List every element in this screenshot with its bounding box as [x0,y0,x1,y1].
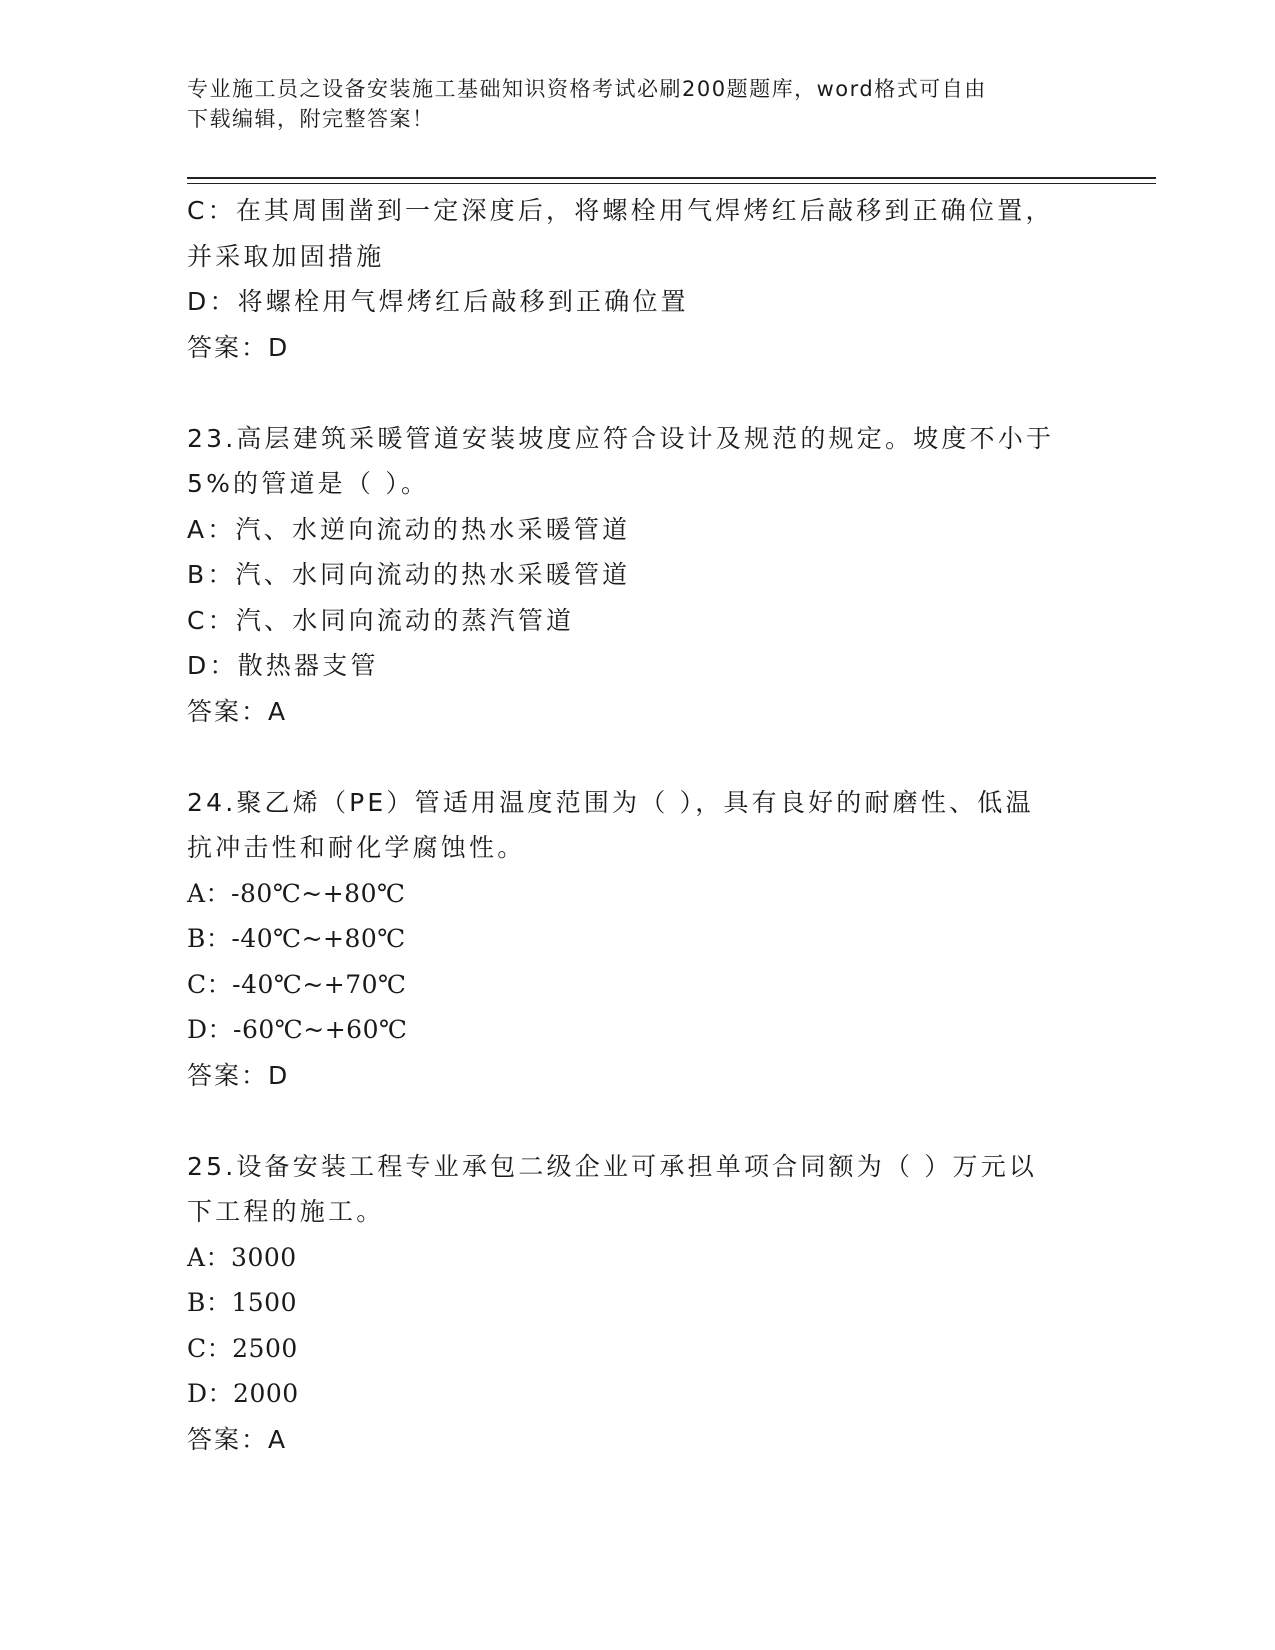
header-line-2: 下载编辑，附完整答案！ [187,107,435,131]
option-b: B：汽、水同向流动的热水采暖管道 [187,560,631,589]
question-stem-line-1: 25.设备安装工程专业承包二级企业可承担单项合同额为（ ）万元以 [187,1151,1038,1181]
option-b: B：-40℃~+80℃ [187,924,406,953]
option-d: D：2000 [187,1379,299,1408]
question-stem-line-1: 23.高层建筑采暖管道安装坡度应符合设计及规范的规定。坡度不小于 [187,423,1055,453]
header-divider-thin [187,183,1156,184]
question-25 [187,1144,1087,1463]
spacer [187,370,1087,416]
answer: 答案：A [187,1424,288,1454]
option-c: C：-40℃~+70℃ [187,969,407,999]
option-b: B：1500 [187,1288,297,1317]
answer: 答案：A [187,696,288,726]
header-line-1: 专业施工员之设备安装施工基础知识资格考试必刷200题题库，word格式可自由 [187,77,987,101]
option-a: A：汽、水逆向流动的热水采暖管道 [187,514,631,544]
option-c-line-1: C：在其周围凿到一定深度后，将螺栓用气焊烤红后敲移到正确位置， [187,196,1054,225]
answer: 答案：D [187,332,290,362]
option-c: C：汽、水同向流动的蒸汽管道 [187,605,575,635]
option-d: D：-60℃~+60℃ [187,1015,408,1044]
option-c: C：2500 [187,1333,298,1363]
document-body [187,188,1087,1462]
question-22-tail [187,188,1087,370]
answer: 答案：D [187,1060,290,1090]
question-23 [187,416,1087,735]
option-c-line-2: 并采取加固措施 [187,241,385,271]
option-d: D：将螺栓用气焊烤红后敲移到正确位置 [187,287,689,316]
option-a: A：-80℃~+80℃ [187,878,406,908]
question-stem-line-2: 5%的管道是（ ）。 [187,469,430,498]
option-d: D：散热器支管 [187,651,379,680]
spacer [187,1098,1087,1144]
spacer [187,734,1087,780]
question-stem-line-1: 24.聚乙烯（PE）管适用温度范围为（ ），具有良好的耐磨性、低温 [187,787,1034,817]
question-stem-line-2: 下工程的施工。 [187,1197,385,1226]
header-divider-thick [187,177,1156,179]
question-stem-line-2: 抗冲击性和耐化学腐蚀性。 [187,833,526,862]
option-a: A：3000 [187,1242,297,1272]
question-24 [187,780,1087,1099]
document-header [187,74,1087,134]
